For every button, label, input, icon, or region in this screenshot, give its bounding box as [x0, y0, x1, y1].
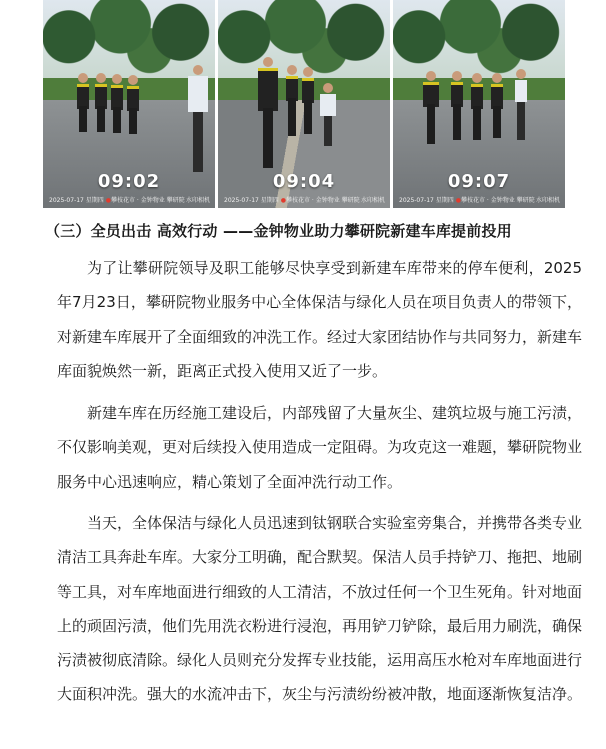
- photo-strip: [43, 0, 565, 208]
- photo-3: [393, 0, 565, 208]
- photo-caption: 2025-07-17 星期四 ●攀枝花市 · 金钟物业 攀研院: [224, 197, 360, 204]
- body-paragraph: 当天，全体保洁与绿化人员迅速到钛钢联合实验室旁集合，并携带各类专业清洁工具奔赴车库。大家分工明确，配合默契。保洁人员手持铲刀、拖把、地刷等工具，对车库地面进行细致的人工清洁，不放过任何一个卫生死角。针对地面上的顽固污渍，他们先用洗衣粉进行浸泡，再用铲刀铲除，最后用力刷洗，确保污渍被彻底清除。绿化人员则充分发挥专业技能，运用高压水枪对车库地面进行大面积冲洗。强大的水流冲击下，灰尘与污渍纷纷被冲散，地面逐渐恢复洁净。: [57, 514, 583, 704]
- photo-time: 09:02: [97, 171, 161, 192]
- photo-time: 09:07: [447, 171, 511, 192]
- photo-caption: 2025-07-17 星期四 ●攀枝花市 · 金钟物业 攀研院: [49, 197, 185, 204]
- photo-2: [218, 0, 390, 208]
- photo-1: [43, 0, 215, 208]
- location-pin-icon: ●: [455, 197, 461, 204]
- location-pin-icon: ●: [105, 197, 111, 204]
- photo-caption: 2025-07-17 星期四 ●攀枝花市 · 金钟物业 攀研院: [399, 197, 535, 204]
- photo-watermark: 水印相机: [360, 197, 385, 204]
- body-paragraph: 新建车库在历经施工建设后，内部残留了大量灰尘、建筑垃圾与施工污渍，不仅影响美观，更对后续投入使用造成一定阻碍。为攻克这一难题，攀研院物业服务中心迅速响应，精心策划了全面冲洗行动工作。: [57, 404, 583, 491]
- photo-watermark: 水印相机: [535, 197, 560, 204]
- body-paragraph: 为了让攀研院领导及职工能够尽快享受到新建车库带来的停车便利，2025年7月23日，攀研院物业服务中心全体保洁与绿化人员在项目负责人的带领下，对新建车库展开了全面细致的冲洗工作。经过大家团结协作与共同努力，新建车库面貌焕然一新，距离正式投入使用又近了一步。: [57, 259, 583, 380]
- section-heading: （三）全员出击 高效行动 ——金钟物业助力攀研院新建车库提前投用: [45, 222, 512, 240]
- photo-time: 09:04: [272, 171, 336, 192]
- location-pin-icon: ●: [280, 197, 286, 204]
- photo-watermark: 水印相机: [185, 197, 210, 204]
